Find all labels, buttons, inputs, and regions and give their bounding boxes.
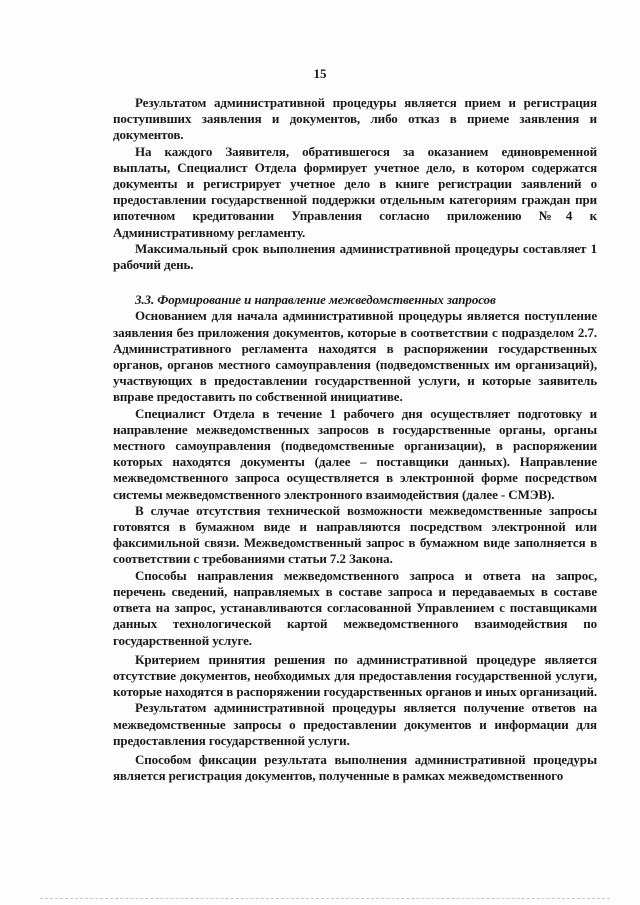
paragraph-specialist: Специалист Отдела в течение 1 рабочего дня осуществляет подготовку и направление межведомственных запросов в государственные органы, органы местного самоуправления (подведомственные организации), в распоряжении которых находятся документы (далее – поставщики данных). Направление межведомственного запроса осуществляется в электронной форме посредством системы межведомственного электронного взаимодействия (далее - СМЭВ). <box>113 405 597 502</box>
paragraph-methods: Способы направления межведомственного запроса и ответа на запрос, перечень сведений, направляемых в составе запроса и передаваемых в составе ответа на запрос, устанавливаются согласованной Управлением с поставщиками данных технологической картой межведомственного взаимодействия по государственной услуге. <box>113 567 597 648</box>
paragraph-case-file: На каждого Заявителя, обратившегося за оказанием единовременной выплаты, Специалист Отдела формирует учетное дело, в котором содержатся документы и регистрирует учетное дело в книге регистрации заявлений о предоставлении государственной поддержки отдельным категориям граждан при ипотечном кредитовании Управления согласно приложению №4 к Административному регламенту. <box>113 143 597 240</box>
paragraph-result-registration: Результатом административной процедуры является прием и регистрация поступивших заявления и документов, либо отказ в приеме заявления и документов. <box>113 95 597 143</box>
paragraph-fixation: Способом фиксации результата выполнения административной процедуры является регистрация документов, полученные в рамках межведомственного <box>113 751 597 784</box>
paragraph-result-responses: Результатом административной процедуры является получение ответов на межведомственные запросы о предоставлении документов и информации для предоставления государственной услуги. <box>113 700 597 748</box>
paragraph-criterion: Критерием принятия решения по административной процедуре является отсутствие документов, необходимых для предоставления государственной услуги, которые находятся в распоряжении государственных органов и иных организаций. <box>113 651 598 700</box>
document-body <box>113 95 597 784</box>
page-number: 15 <box>313 66 327 81</box>
section-heading: 3.3. Формирование и направление межведомственных запросов <box>135 292 496 308</box>
paragraph-max-term: Максимальный срок выполнения административной процедуры составляет 1 рабочий день. <box>113 240 597 273</box>
scan-edge-artifact <box>40 896 610 899</box>
paragraph-paper-requests: В случае отсутствия технической возможности межведомственные запросы готовятся в бумажном виде и направляются посредством электронной или факсимильной связи. Межведомственный запрос в бумажном виде заполняется в соответствии с требованиями статьи 7.2 Закона. <box>113 502 597 567</box>
paragraph-basis: Основанием для начала административной процедуры является поступление заявления без приложения документов, которые в соответствии с подразделом 2.7. Административного регламента находятся в распоряжении государственных органов, органов местного самоуправления (подведомственных им организаций), участвующих в предоставлении государственной услуги, и которые заявитель вправе предоставить по собственной инициативе. <box>113 308 597 405</box>
